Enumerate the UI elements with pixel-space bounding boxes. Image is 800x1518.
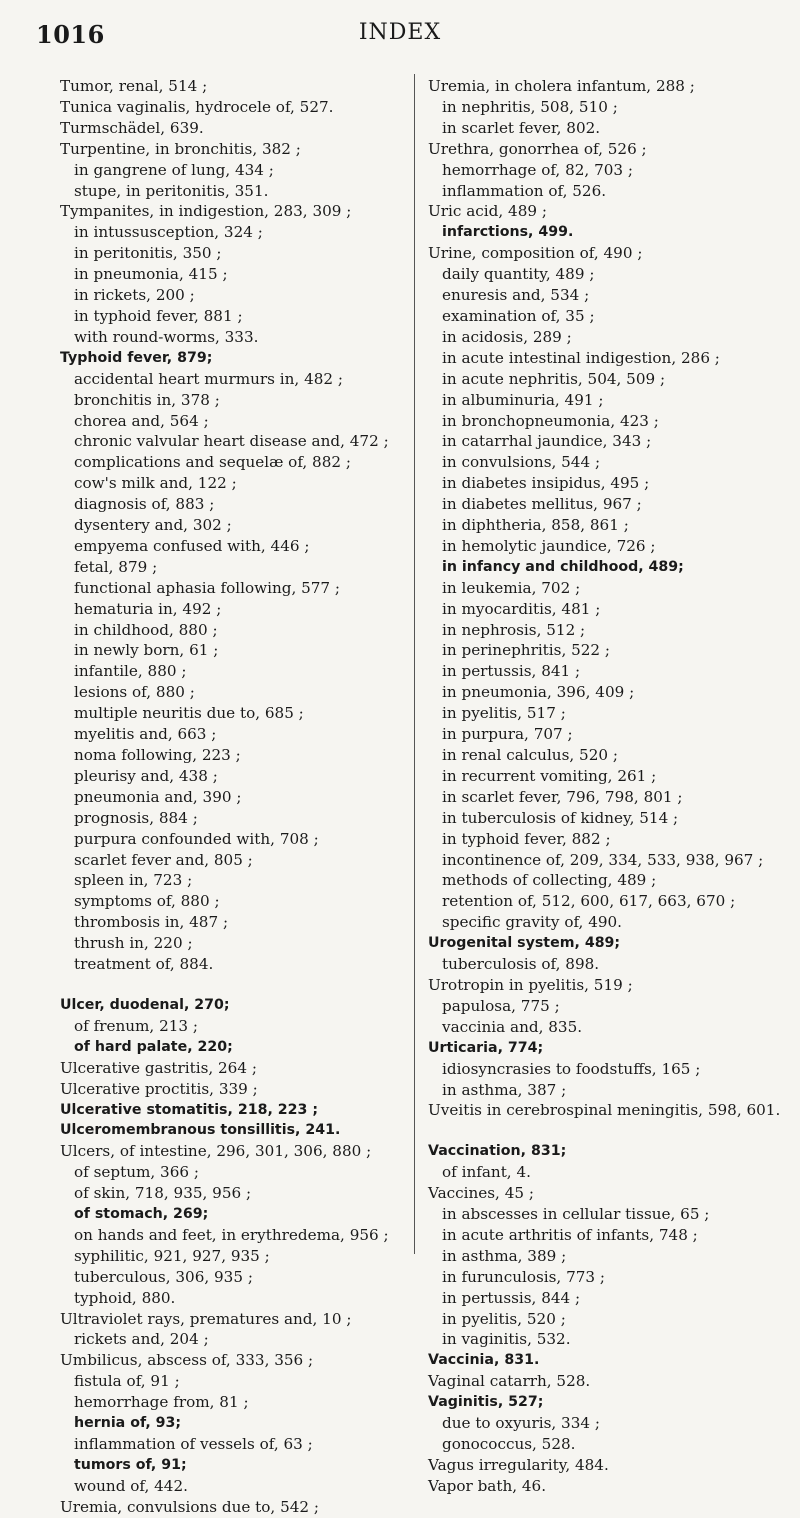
section-gap bbox=[60, 975, 430, 995]
index-subentry: chorea and, 564 ; bbox=[74, 411, 209, 430]
index-subentry: in asthma, 389 ; bbox=[442, 1246, 567, 1265]
index-subentry: in albuminuria, 491 ; bbox=[442, 390, 604, 409]
index-entry: Tunica vaginalis, hydrocele of, 527. bbox=[60, 97, 334, 116]
index-subentry: on hands and feet, in erythredema, 956 ; bbox=[74, 1225, 389, 1244]
index-subentry: infarctions, 499. bbox=[442, 224, 574, 241]
index-subentry: in diabetes insipidus, 495 ; bbox=[442, 474, 650, 493]
column-divider bbox=[414, 74, 415, 1254]
index-entry: Ulcerative stomatitis, 218, 223 ; bbox=[60, 1101, 319, 1118]
index-subentry: examination of, 35 ; bbox=[442, 306, 595, 325]
index-entry: Urogenital system, 489; bbox=[428, 935, 621, 952]
index-subentry: tuberculous, 306, 935 ; bbox=[74, 1267, 253, 1286]
index-entry: Uremia, in cholera infantum, 288 ; bbox=[428, 77, 695, 95]
index-subentry: noma following, 223 ; bbox=[74, 746, 241, 764]
index-entry: Tumor, renal, 514 ; bbox=[60, 77, 208, 95]
index-subentry: hemorrhage from, 81 ; bbox=[74, 1393, 249, 1412]
index-subentry: fistula of, 91 ; bbox=[74, 1372, 180, 1391]
index-subentry: scarlet fever and, 805 ; bbox=[74, 850, 253, 869]
index-subentry: inflammation of vessels of, 63 ; bbox=[74, 1435, 313, 1453]
index-subentry: incontinence of, 209, 334, 533, 938, 967 ; bbox=[442, 850, 764, 869]
index-entry: Ulcer, duodenal, 270; bbox=[60, 996, 230, 1013]
index-subentry: in myocarditis, 481 ; bbox=[442, 599, 601, 618]
page-header bbox=[0, 20, 800, 50]
index-entry: Tympanites, in indigestion, 283, 309 ; bbox=[60, 202, 352, 221]
index-subentry: in pneumonia, 415 ; bbox=[74, 265, 228, 284]
index-subentry: thrush in, 220 ; bbox=[74, 934, 193, 953]
index-subentry: empyema confused with, 446 ; bbox=[74, 536, 310, 555]
index-entry: Uric acid, 489 ; bbox=[428, 202, 547, 221]
index-subentry: infantile, 880 ; bbox=[74, 662, 187, 681]
index-subentry: purpura confounded with, 708 ; bbox=[74, 829, 319, 848]
index-subentry: in typhoid fever, 882 ; bbox=[442, 829, 611, 848]
index-subentry: in abscesses in cellular tissue, 65 ; bbox=[442, 1205, 710, 1224]
index-subentry: prognosis, 884 ; bbox=[74, 808, 198, 827]
index-entry: Uveitis in cerebrospinal meningitis, 598, 601. bbox=[428, 1101, 781, 1120]
index-entry: Urotropin in pyelitis, 519 ; bbox=[428, 975, 633, 994]
index-subentry: fetal, 879 ; bbox=[74, 557, 158, 576]
index-entry: Turmschädel, 639. bbox=[60, 118, 204, 137]
index-subentry: in nephrosis, 512 ; bbox=[442, 620, 586, 639]
index-subentry: in leukemia, 702 ; bbox=[442, 578, 581, 597]
section-gap bbox=[428, 1121, 798, 1141]
index-subentry: in tuberculosis of kidney, 514 ; bbox=[442, 808, 679, 827]
index-subentry: hernia of, 93; bbox=[74, 1415, 182, 1432]
index-subentry: spleen in, 723 ; bbox=[74, 871, 193, 890]
index-subentry: hemorrhage of, 82, 703 ; bbox=[442, 160, 634, 179]
index-subentry: syphilitic, 921, 927, 935 ; bbox=[74, 1246, 270, 1265]
index-subentry: in acute intestinal indigestion, 286 ; bbox=[442, 348, 720, 367]
index-entry: Uremia, convulsions due to, 542 ; bbox=[60, 1497, 320, 1516]
index-subentry: in pertussis, 844 ; bbox=[442, 1288, 581, 1307]
index-subentry: papulosa, 775 ; bbox=[442, 996, 560, 1015]
index-entry: Vaccinia, 831. bbox=[428, 1352, 540, 1369]
index-subentry: in pneumonia, 396, 409 ; bbox=[442, 683, 635, 702]
index-subentry: in childhood, 880 ; bbox=[74, 620, 218, 639]
index-subentry: in acidosis, 289 ; bbox=[442, 327, 572, 346]
index-subentry: tuberculosis of, 898. bbox=[442, 955, 600, 974]
index-subentry: of frenum, 213 ; bbox=[74, 1016, 199, 1035]
index-entry: Typhoid fever, 879; bbox=[60, 349, 213, 366]
index-subentry: in nephritis, 508, 510 ; bbox=[442, 97, 618, 116]
index-subentry: due to oxyuris, 334 ; bbox=[442, 1414, 600, 1433]
index-subentry: functional aphasia following, 577 ; bbox=[74, 578, 341, 597]
index-subentry: multiple neuritis due to, 685 ; bbox=[74, 704, 304, 723]
index-subentry: in diabetes mellitus, 967 ; bbox=[442, 495, 642, 514]
index-subentry: in furunculosis, 773 ; bbox=[442, 1267, 606, 1286]
index-entry: Urticaria, 774; bbox=[428, 1039, 544, 1056]
index-subentry: tumors of, 91; bbox=[74, 1456, 187, 1473]
index-subentry: of stomach, 269; bbox=[74, 1206, 209, 1223]
index-subentry: in recurrent vomiting, 261 ; bbox=[442, 766, 657, 785]
index-subentry: dysentery and, 302 ; bbox=[74, 516, 232, 535]
index-subentry: of septum, 366 ; bbox=[74, 1163, 199, 1182]
index-subentry: in peritonitis, 350 ; bbox=[74, 244, 222, 263]
index-subentry: complications and sequelæ of, 882 ; bbox=[74, 453, 351, 472]
index-subentry: in bronchopneumonia, 423 ; bbox=[442, 411, 659, 430]
index-subentry: wound of, 442. bbox=[74, 1476, 188, 1495]
index-subentry: idiosyncrasies to foodstuffs, 165 ; bbox=[442, 1059, 701, 1078]
index-entry: Vaccination, 831; bbox=[428, 1143, 567, 1160]
index-subentry: in purpura, 707 ; bbox=[442, 725, 573, 744]
index-entry: Turpentine, in bronchitis, 382 ; bbox=[60, 139, 301, 158]
index-entry: Vaccines, 45 ; bbox=[428, 1184, 534, 1203]
index-subentry: in pyelitis, 517 ; bbox=[442, 704, 566, 723]
index-entry: Ulceromembranous tonsillitis, 241. bbox=[60, 1122, 341, 1139]
index-subentry: in vaginitis, 532. bbox=[442, 1330, 571, 1349]
index-subentry: chronic valvular heart disease and, 472 ; bbox=[74, 432, 389, 451]
index-subentry: gonococcus, 528. bbox=[442, 1435, 576, 1453]
index-subentry: in gangrene of lung, 434 ; bbox=[74, 160, 274, 179]
index-subentry: in newly born, 61 ; bbox=[74, 641, 219, 660]
index-column-left bbox=[60, 76, 430, 1518]
index-subentry: of infant, 4. bbox=[442, 1163, 531, 1182]
index-subentry: in acute arthritis of infants, 748 ; bbox=[442, 1225, 698, 1244]
index-subentry: pneumonia and, 390 ; bbox=[74, 787, 242, 806]
index-entry: Urethra, gonorrhea of, 526 ; bbox=[428, 139, 647, 158]
index-entry: Vapor bath, 46. bbox=[428, 1476, 547, 1495]
index-subentry: enuresis and, 534 ; bbox=[442, 286, 590, 305]
index-subentry: pleurisy and, 438 ; bbox=[74, 766, 218, 785]
index-entry: Vaginal catarrh, 528. bbox=[428, 1372, 591, 1391]
index-entry: Vaginitis, 527; bbox=[428, 1394, 544, 1411]
index-column-right bbox=[428, 76, 798, 1497]
index-subentry: in asthma, 387 ; bbox=[442, 1080, 567, 1099]
index-subentry: in intussusception, 324 ; bbox=[74, 223, 263, 242]
index-subentry: inflammation of, 526. bbox=[442, 181, 607, 200]
index-subentry: stupe, in peritonitis, 351. bbox=[74, 181, 269, 200]
index-subentry: in renal calculus, 520 ; bbox=[442, 746, 618, 764]
index-subentry: methods of collecting, 489 ; bbox=[442, 871, 657, 890]
index-subentry: in perinephritis, 522 ; bbox=[442, 641, 611, 660]
index-subentry: bronchitis in, 378 ; bbox=[74, 390, 220, 409]
index-entry: Ulcerative proctitis, 339 ; bbox=[60, 1079, 258, 1098]
index-subentry: diagnosis of, 883 ; bbox=[74, 495, 215, 514]
page-number: 1016 bbox=[36, 20, 105, 49]
index-entry: Urine, composition of, 490 ; bbox=[428, 244, 643, 263]
index-subentry: in convulsions, 544 ; bbox=[442, 453, 601, 472]
index-entry: Ulcers, of intestine, 296, 301, 306, 880 ; bbox=[60, 1142, 372, 1161]
index-subentry: in scarlet fever, 796, 798, 801 ; bbox=[442, 787, 683, 806]
index-subentry: myelitis and, 663 ; bbox=[74, 725, 217, 744]
index-subentry: in scarlet fever, 802. bbox=[442, 118, 601, 137]
index-subentry: in pertussis, 841 ; bbox=[442, 662, 581, 681]
index-subentry: symptoms of, 880 ; bbox=[74, 892, 220, 911]
index-subentry: typhoid, 880. bbox=[74, 1288, 176, 1307]
index-subentry: retention of, 512, 600, 617, 663, 670 ; bbox=[442, 892, 736, 911]
index-subentry: daily quantity, 489 ; bbox=[442, 265, 595, 284]
index-subentry: specific gravity of, 490. bbox=[442, 913, 623, 932]
index-subentry: rickets and, 204 ; bbox=[74, 1330, 209, 1349]
index-subentry: cow's milk and, 122 ; bbox=[74, 474, 237, 493]
index-subentry: in hemolytic jaundice, 726 ; bbox=[442, 536, 656, 555]
index-subentry: in acute nephritis, 504, 509 ; bbox=[442, 369, 666, 388]
index-subentry: of hard palate, 220; bbox=[74, 1038, 233, 1055]
index-entry: Umbilicus, abscess of, 333, 356 ; bbox=[60, 1351, 314, 1370]
index-subentry: in typhoid fever, 881 ; bbox=[74, 306, 243, 325]
index-subentry: of skin, 718, 935, 956 ; bbox=[74, 1184, 252, 1203]
index-subentry: in catarrhal jaundice, 343 ; bbox=[442, 432, 652, 451]
index-subentry: accidental heart murmurs in, 482 ; bbox=[74, 369, 344, 388]
index-subentry: in infancy and childhood, 489; bbox=[442, 558, 684, 575]
index-entry: Ulcerative gastritis, 264 ; bbox=[60, 1058, 257, 1077]
index-entry: Vagus irregularity, 484. bbox=[428, 1455, 609, 1474]
index-subentry: lesions of, 880 ; bbox=[74, 683, 195, 702]
index-subentry: in diphtheria, 858, 861 ; bbox=[442, 516, 629, 535]
index-subentry: vaccinia and, 835. bbox=[442, 1017, 583, 1036]
page-title: INDEX bbox=[358, 20, 442, 45]
index-subentry: in rickets, 200 ; bbox=[74, 286, 195, 305]
index-subentry: with round-worms, 333. bbox=[74, 327, 259, 346]
index-subentry: hematuria in, 492 ; bbox=[74, 599, 222, 618]
index-subentry: treatment of, 884. bbox=[74, 955, 214, 974]
index-entry: Ultraviolet rays, prematures and, 10 ; bbox=[60, 1309, 352, 1328]
index-subentry: thrombosis in, 487 ; bbox=[74, 913, 229, 932]
index-subentry: in pyelitis, 520 ; bbox=[442, 1309, 566, 1328]
